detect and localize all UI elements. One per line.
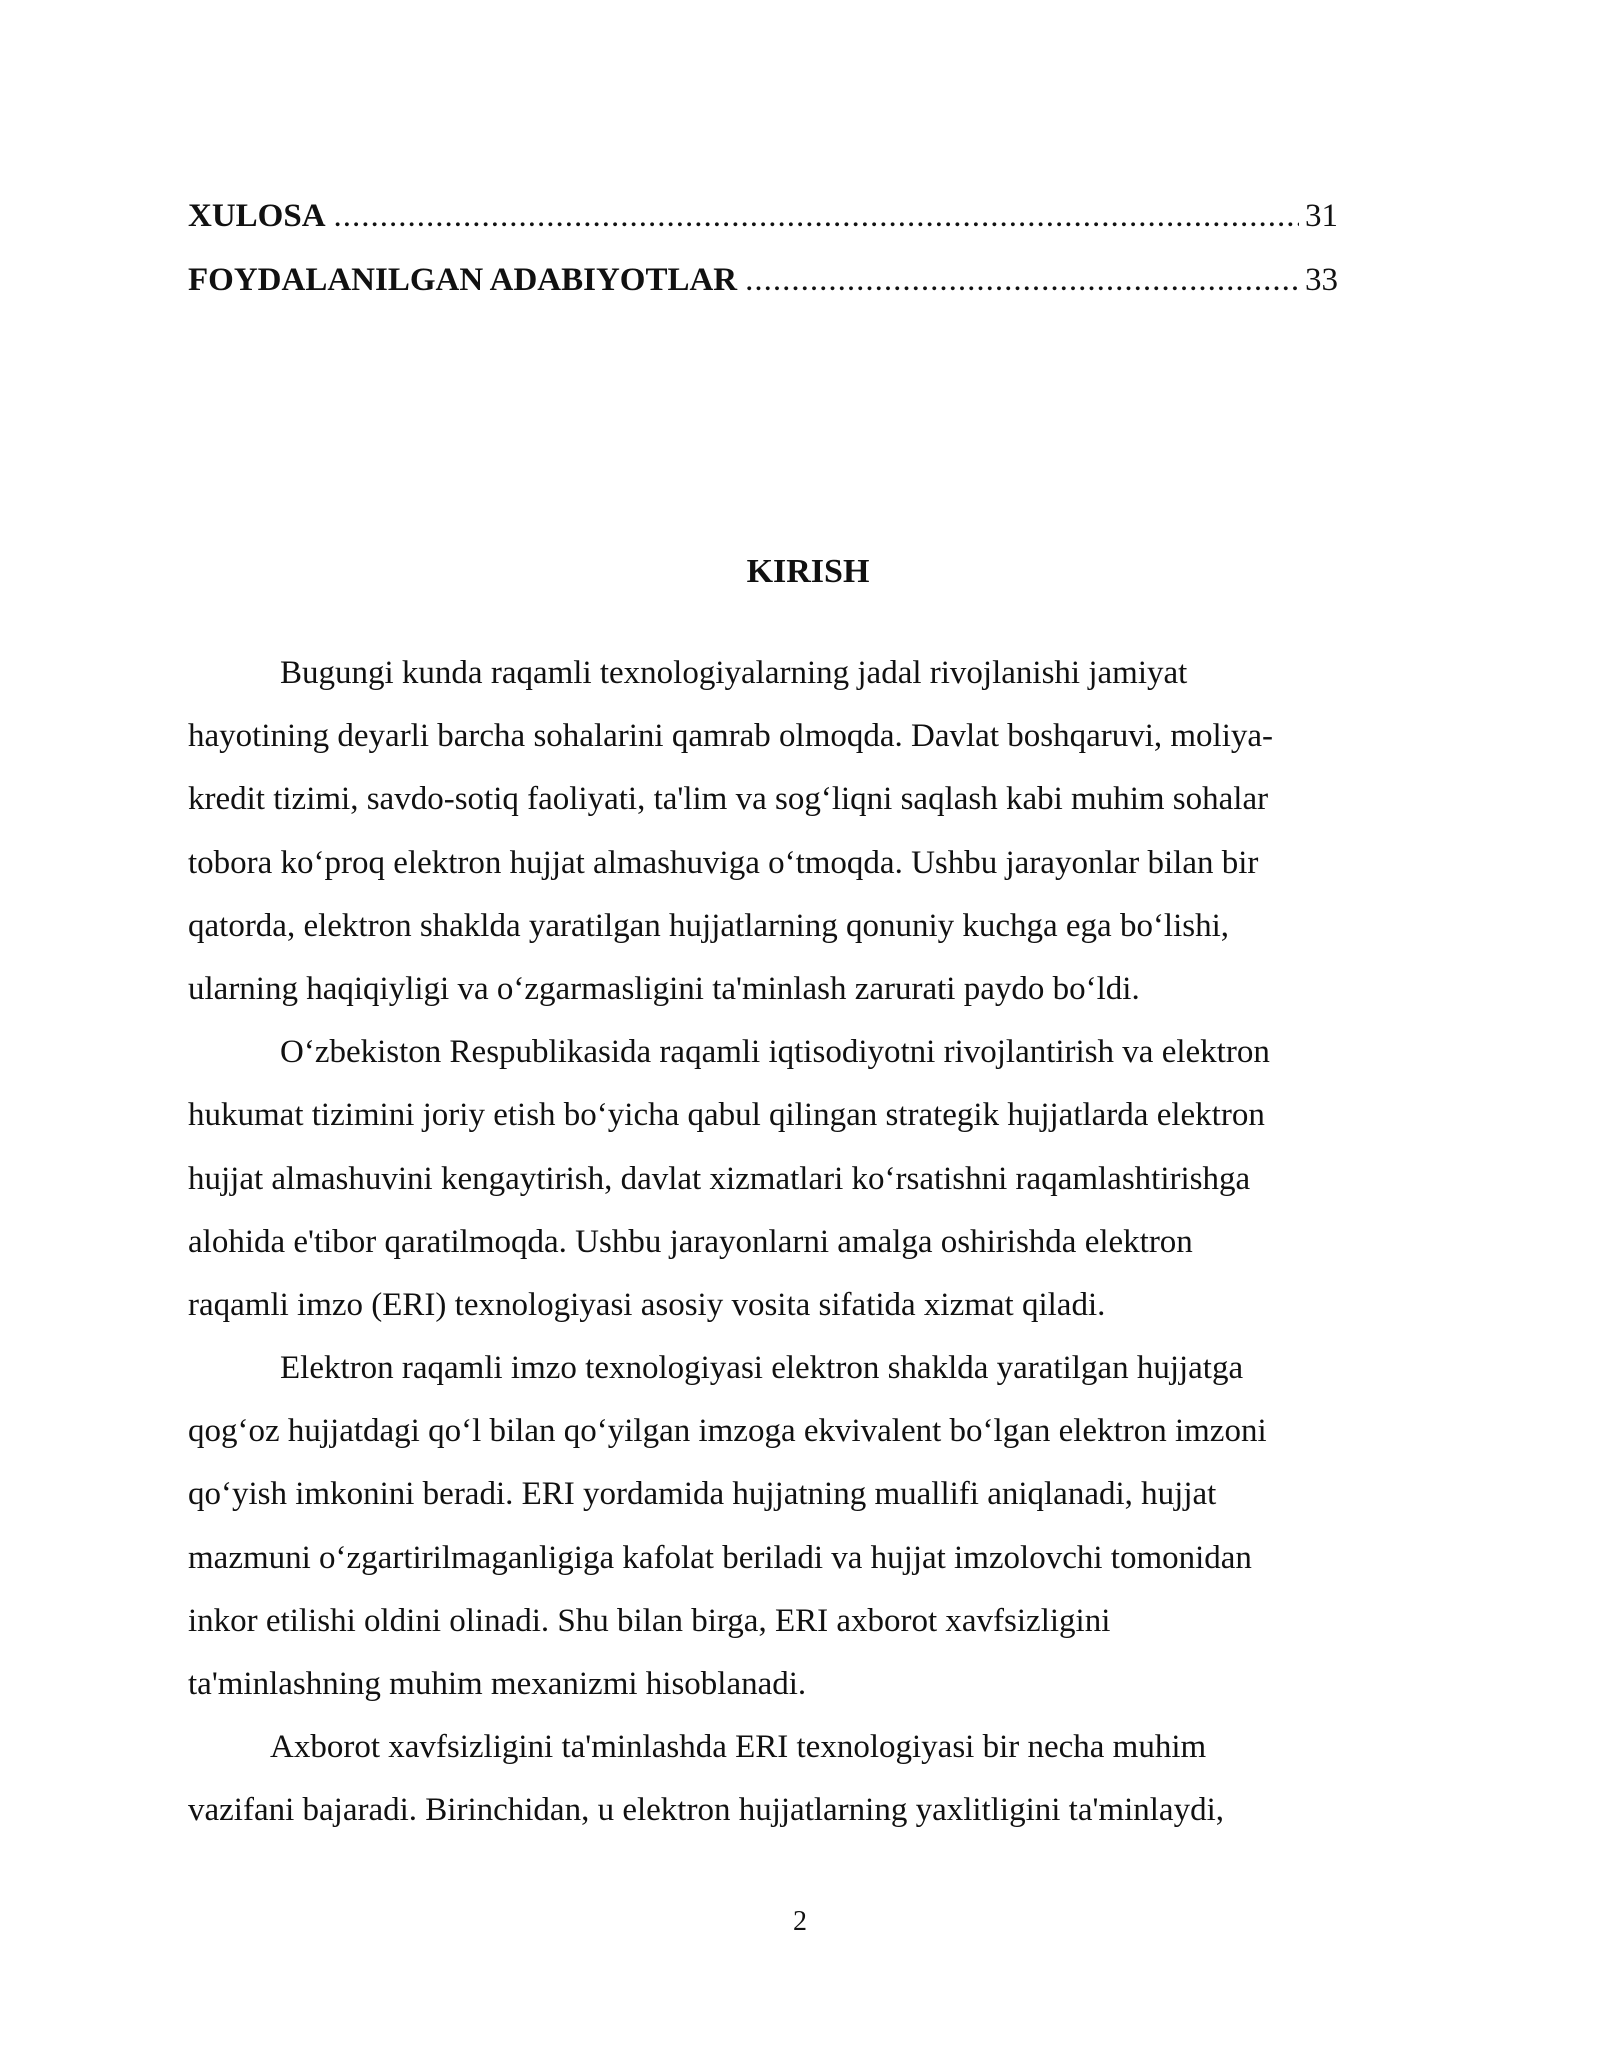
body-text bbox=[188, 642, 1428, 1843]
text-line: ta'minlashning muhim mexanizmi hisoblanadi. bbox=[188, 1666, 807, 1702]
toc-dot-leader bbox=[334, 184, 1299, 248]
text-line: alohida e'tibor qaratilmoqda. Ushbu jarayonlarni amalga oshirishda elektron bbox=[188, 1223, 1193, 1260]
table-of-contents bbox=[188, 184, 1338, 312]
text-line: hukumat tizimini joriy etish bo‘yicha qabul qilingan strategik hujjatlarda elektron bbox=[188, 1097, 1265, 1134]
text-line: qatorda, elektron shaklda yaratilgan hujjatlarning qonuniy kuchga ega bo‘lishi, bbox=[188, 907, 1230, 944]
text-line: O‘zbekiston Respublikasida raqamli iqtisodiyotni rivojlantirish va elektron bbox=[280, 1034, 1270, 1071]
text-line: ularning haqiqiyligi va o‘zgarmasligini ta'minlash zarurati paydo bo‘ldi. bbox=[188, 970, 1140, 1007]
text-line: Axborot xavfsizligini ta'minlashda ERI texnologiyasi bir necha muhim bbox=[270, 1729, 1207, 1766]
page-number: 2 bbox=[793, 1906, 807, 1937]
text-line: kredit tizimi, savdo-sotiq faoliyati, ta'lim va sog‘liqni saqlash kabi muhim sohalar bbox=[188, 781, 1269, 818]
toc-entry-page: 33 bbox=[1305, 262, 1338, 298]
toc-entry-page: 31 bbox=[1305, 198, 1338, 234]
toc-entry-title: FOYDALANILGAN ADABIYOTLAR bbox=[188, 262, 738, 298]
text-line: qog‘oz hujjatdagi qo‘l bilan qo‘yilgan imzoga ekvivalent bo‘lgan elektron imzoni bbox=[188, 1413, 1267, 1450]
text-line: hayotining deyarli barcha sohalarini qamrab olmoqda. Davlat boshqaruvi, moliya- bbox=[188, 718, 1274, 755]
toc-entry-foydalanilgan-adabiyotlar[interactable] bbox=[188, 248, 1338, 312]
text-line: vazifani bajaradi. Birinchidan, u elektron hujjatlarning yaxlitligini ta'minlaydi, bbox=[188, 1792, 1224, 1829]
text-line: Elektron raqamli imzo texnologiyasi elektron shaklda yaratilgan hujjatga bbox=[280, 1350, 1244, 1387]
text-line: qo‘yish imkonini beradi. ERI yordamida hujjatning muallifi aniqlanadi, hujjat bbox=[188, 1476, 1217, 1513]
text-line: tobora ko‘proq elektron hujjat almashuviga o‘tmoqda. Ushbu jarayonlar bilan bir bbox=[188, 844, 1259, 881]
text-line: mazmuni o‘zgartirilmaganligiga kafolat beriladi va hujjat imzolovchi tomonidan bbox=[188, 1539, 1252, 1576]
toc-dot-leader bbox=[745, 248, 1299, 312]
toc-entry-xulosa[interactable] bbox=[188, 184, 1338, 248]
toc-entry-title: XULOSA bbox=[188, 198, 326, 234]
text-line: hujjat almashuvini kengaytirish, davlat xizmatlari ko‘rsatishni raqamlashtirishga bbox=[188, 1160, 1251, 1197]
text-line: raqamli imzo (ERI) texnologiyasi asosiy vosita sifatida xizmat qiladi. bbox=[188, 1286, 1106, 1323]
text-line: Bugungi kunda raqamli texnologiyalarning jadal rivojlanishi jamiyat bbox=[280, 655, 1188, 691]
section-heading: KIRISH bbox=[746, 553, 870, 590]
text-line: inkor etilishi oldini olinadi. Shu bilan birga, ERI axborot xavfsizligini bbox=[188, 1602, 1111, 1639]
